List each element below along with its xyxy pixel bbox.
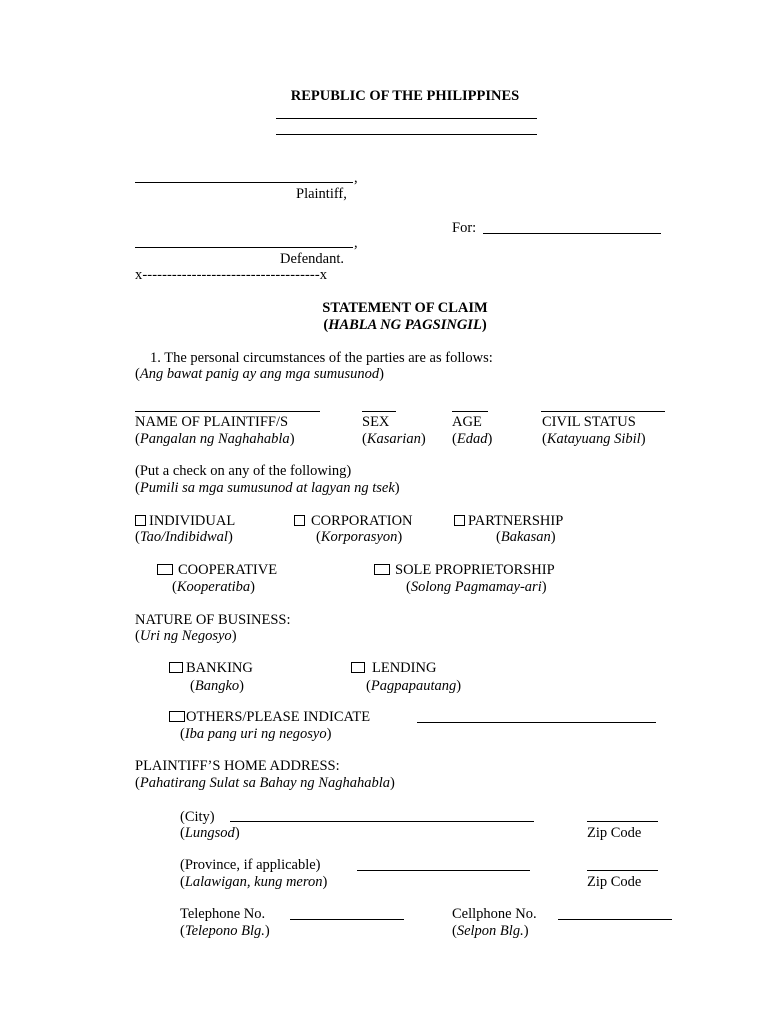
home-address-translation: (Pahatirang Sulat sa Bahay ng Naghahabla) [135,775,395,791]
city-zip-line[interactable] [587,821,658,822]
nature-of-business-translation: (Uri ng Negosyo) [135,628,237,644]
for-label: For: [452,220,477,236]
entity-sole-proprietorship[interactable]: SOLE PROPRIETORSHIP [374,563,555,578]
entity-corporation[interactable]: CORPORATION [294,514,413,529]
province-translation: (Lalawigan, kung meron) [180,874,328,890]
others-indicate-line[interactable] [417,722,656,723]
col-age-translation: (Edad) [452,431,493,447]
province-label: (Province, if applicable) [180,857,321,873]
plaintiff-name-line[interactable] [135,182,353,183]
lending-checkbox[interactable] [351,662,365,673]
individual-translation: (Tao/Indibidwal) [135,529,233,545]
check-instruction-translation: (Pumili sa mga sumusunod at lagyan ng tsek) [135,480,400,496]
sex-line[interactable] [362,411,396,412]
partnership-checkbox[interactable] [454,515,465,526]
col-name-label: NAME OF PLAINTIFF/S [135,414,289,430]
col-name-translation: (Pangalan ng Naghahabla) [135,431,295,447]
telephone-label: Telephone No. [180,906,266,922]
entity-cooperative[interactable]: COOPERATIVE [157,563,277,578]
cooperative-checkbox[interactable] [157,564,173,575]
others-checkbox[interactable] [169,711,185,722]
name-line[interactable] [135,411,320,412]
business-lending[interactable]: LENDING [351,661,436,676]
col-sex-label: SEX [362,414,390,430]
cellphone-label: Cellphone No. [452,906,537,922]
business-banking[interactable]: BANKING [169,661,253,676]
col-civil-label: CIVIL STATUS [542,414,636,430]
section-1-translation: (Ang bawat panig ay ang mga sumusunod) [135,366,384,382]
banking-checkbox[interactable] [169,662,183,673]
case-type-line[interactable] [483,233,661,234]
check-instruction: (Put a check on any of the following) [135,463,352,479]
sole-proprietorship-checkbox[interactable] [374,564,390,575]
col-age-label: AGE [452,414,482,430]
cooperative-translation: (Kooperatiba) [172,579,255,595]
defendant-label: Defendant. [280,251,345,267]
nature-of-business-label: NATURE OF BUSINESS: [135,612,291,628]
province-line[interactable] [357,870,530,871]
home-address-label: PLAINTIFF’S HOME ADDRESS: [135,758,340,774]
sole-proprietorship-translation: (Solong Pagmamay-ari) [406,579,547,595]
plaintiff-comma: , [354,170,358,186]
city-translation: (Lungsod) [180,825,240,841]
lending-translation: (Pagpapautang) [366,678,462,694]
entity-partnership[interactable]: PARTNERSHIP [454,514,563,529]
province-zip-line[interactable] [587,870,658,871]
city-line[interactable] [230,821,534,822]
telephone-line[interactable] [290,919,404,920]
corporation-translation: (Korporasyon) [316,529,403,545]
banking-translation: (Bangko) [190,678,244,694]
republic-heading: REPUBLIC OF THE PHILIPPINES [290,88,520,104]
telephone-translation: (Telepono Blg.) [180,923,270,939]
city-label: (City) [180,809,215,825]
section-1-text: 1. The personal circumstances of the parties are as follows: [150,350,493,366]
business-others[interactable]: OTHERS/PLEASE INDICATE [169,710,370,725]
entity-individual[interactable]: INDIVIDUAL [135,514,235,529]
civil-status-line[interactable] [541,411,665,412]
age-line[interactable] [452,411,488,412]
plaintiff-label: Plaintiff, [296,186,347,202]
statement-title: STATEMENT OF CLAIM [322,300,488,316]
defendant-name-line[interactable] [135,247,353,248]
caption-separator: x------------------------------------x [135,267,328,283]
defendant-comma: , [354,235,358,251]
col-sex-translation: (Kasarian) [362,431,426,447]
statement-subtitle: (HABLA NG PAGSINGIL) [323,317,487,333]
individual-checkbox[interactable] [135,515,146,526]
partnership-translation: (Bakasan) [496,529,556,545]
corporation-checkbox[interactable] [294,515,305,526]
city-zip-label: Zip Code [587,825,642,841]
court-line-1[interactable] [276,118,537,119]
others-translation: (Iba pang uri ng negosyo) [180,726,332,742]
cellphone-line[interactable] [558,919,672,920]
col-civil-translation: (Katayuang Sibil) [542,431,646,447]
court-line-2[interactable] [276,134,537,135]
province-zip-label: Zip Code [587,874,642,890]
cellphone-translation: (Selpon Blg.) [452,923,529,939]
